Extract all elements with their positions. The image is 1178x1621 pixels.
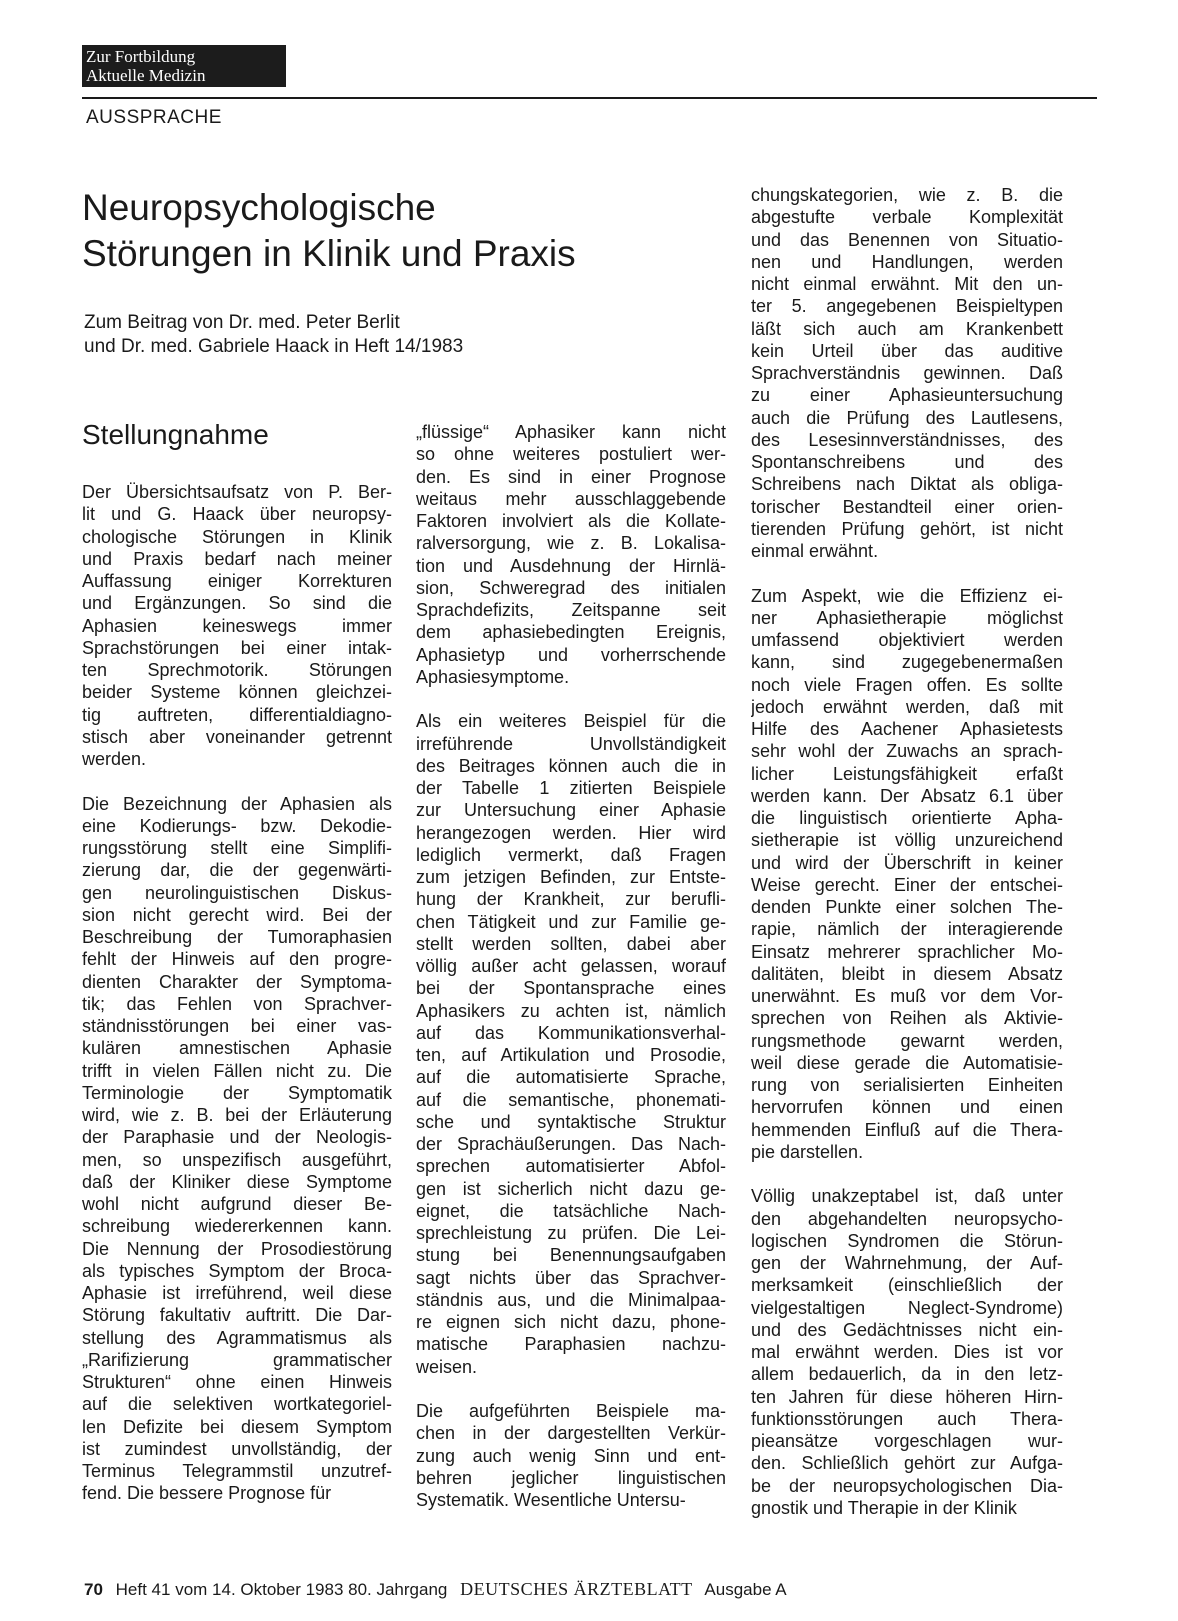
text-line: ralversorgung, wie z. B. Lokalisa-	[416, 533, 726, 554]
text-line: stung bei Benennungsaufgaben	[416, 1245, 726, 1266]
text-line: und Praxis bedarf nach meiner	[82, 548, 392, 569]
text-line: auf das Kommunikationsverhal-	[416, 1022, 726, 1043]
text-line: sprechleistung zu prüfen. Die Lei-	[416, 1223, 726, 1243]
text-line: gen neurolinguistischen Diskus-	[82, 882, 392, 903]
text-line: ständnisstörungen bei einer vas-	[82, 1016, 392, 1036]
text-line: zur Untersuchung einer Aphasie	[416, 800, 726, 821]
text-line: hung der Krankheit, zur berufli-	[416, 889, 726, 910]
text-line: chen Tätigkeit und zur Familie ge-	[416, 911, 726, 932]
text-line: irreführende Unvollständigkeit	[416, 733, 726, 754]
magazine-name: DEUTSCHES ÄRZTEBLATT	[460, 1579, 693, 1599]
text-line: rungsstörung stellt eine Simplifi-	[82, 838, 392, 858]
badge-line: Aktuelle Medizin	[86, 66, 206, 85]
text-line: wird, wie z. B. bei der Erläuterung	[82, 1105, 392, 1125]
text-line: Aphasien keineswegs immer	[82, 615, 392, 636]
text-line: chologische Störungen in Klinik	[82, 526, 392, 547]
text-line: rapie, nämlich der interagierende	[751, 919, 1063, 940]
text-line: kann, sind zugegebenermaßen	[751, 652, 1063, 673]
text-line: ständnis aus, und die Minimalpaa-	[416, 1289, 726, 1310]
text-line: ner Aphasietherapie möglichst	[751, 607, 1063, 628]
badge-line: Zur Fortbildung	[86, 47, 196, 66]
text-line: licher Leistungsfähigkeit erfaßt	[751, 763, 1063, 784]
text-line: daß der Kliniker diese Symptome	[82, 1171, 392, 1192]
text-line: Hilfe des Aachener Aphasietests	[751, 719, 1063, 739]
text-line: Zum Aspekt, wie die Effizienz ei-	[751, 585, 1063, 606]
text-line: als typisches Symptom der Broca-	[82, 1260, 392, 1281]
text-line: stellung des Agrammatismus als	[82, 1327, 392, 1348]
text-line: tion und Ausdehnung der Hirnlä-	[416, 555, 726, 576]
text-line: zu einer Aphasieuntersuchung	[751, 385, 1063, 406]
text-line: des Lesesinnverständnisses, des	[751, 429, 1063, 450]
text-line: hemmenden Einfluß auf die Thera-	[751, 1119, 1063, 1140]
paragraph-gap	[751, 562, 1063, 584]
text-column-1	[82, 481, 392, 1505]
text-line: ten Sprechmotorik. Störungen	[82, 660, 392, 680]
text-line: auf die semantische, phonemati-	[416, 1089, 726, 1110]
text-line: Spontanschreibens und des	[751, 452, 1063, 472]
paragraph	[751, 585, 1063, 1164]
text-line: auch die Prüfung des Lautlesens,	[751, 407, 1063, 428]
text-line: tig auftreten, differentialdiagno-	[82, 704, 392, 725]
paragraph	[416, 1400, 726, 1511]
text-line: Die aufgeführten Beispiele ma-	[416, 1401, 726, 1421]
text-line: auf die selektiven wortkategoriel-	[82, 1394, 392, 1415]
text-column-3	[751, 184, 1063, 1519]
text-line: gnostik und Therapie in der Klinik	[751, 1497, 1017, 1518]
text-line: eignet, die tatsächliche Nach-	[416, 1200, 726, 1221]
text-line: dienten Charakter der Symptoma-	[82, 971, 392, 992]
text-line: merksamkeit (einschließlich der	[751, 1275, 1063, 1296]
rubric-label: AUSSPRACHE	[86, 107, 222, 128]
text-line: der Sprachäußerungen. Das Nach-	[416, 1134, 726, 1154]
text-line: so ohne weiteres postuliert wer-	[416, 444, 726, 465]
text-line: sion, Schweregrad des initialen	[416, 577, 726, 598]
text-line: Sprachstörungen bei einer intak-	[82, 637, 392, 658]
text-line: den. Schließlich gehört zur Aufga-	[751, 1453, 1063, 1474]
text-line: fehlt der Hinweis auf den progre-	[82, 949, 392, 970]
text-line: umfassend objektiviert werden	[751, 630, 1063, 650]
paragraph	[416, 710, 726, 1378]
text-line: dem aphasiebedingten Ereignis,	[416, 622, 726, 643]
text-line: gen der Wahrnehmung, der Auf-	[751, 1253, 1063, 1273]
text-line: weil diese gerade die Automatisie-	[751, 1052, 1063, 1073]
text-line: lediglich vermerkt, daß Fragen	[416, 844, 726, 865]
text-line: rungsmethode gewarnt werden,	[751, 1030, 1063, 1051]
text-line: tik; das Fehlen von Sprachver-	[82, 993, 392, 1014]
text-line: und das Benennen von Situatio-	[751, 229, 1063, 250]
text-line: sche und syntaktische Struktur	[416, 1111, 726, 1132]
text-line: abgestufte verbale Komplexität	[751, 207, 1063, 228]
text-line: Sprachdefizits, Zeitspanne seit	[416, 600, 726, 620]
text-line: einmal erwähnt.	[751, 541, 879, 561]
text-line: jedoch erwähnt werden, daß mit	[751, 696, 1063, 717]
text-line: chen in der dargestellten Verkür-	[416, 1423, 726, 1444]
text-line: gen ist sicherlich nicht dazu ge-	[416, 1178, 726, 1199]
text-line: allem bedauerlich, da in den letz-	[751, 1364, 1063, 1385]
text-line: Beschreibung der Tumoraphasien	[82, 927, 392, 947]
text-line: vielgestaltigen Neglect-Syndrome)	[751, 1297, 1063, 1318]
text-line: Völlig unakzeptabel ist, daß unter	[751, 1186, 1063, 1207]
text-line: Störung fakultativ auftritt. Die Dar-	[82, 1305, 392, 1326]
text-line: Terminologie der Symptomatik	[82, 1082, 392, 1103]
text-line: len Defizite bei diesem Symptom	[82, 1416, 392, 1437]
paragraph	[751, 1185, 1063, 1519]
text-line: trifft in vielen Fällen nicht zu. Die	[82, 1060, 392, 1081]
text-column-2	[416, 421, 726, 1511]
section-badge	[82, 45, 286, 87]
text-line: „Rarifizierung grammatischer	[82, 1349, 392, 1370]
header-rule	[82, 97, 1097, 99]
text-line: der Tabelle 1 zitierten Beispiele	[416, 778, 726, 798]
text-line: ist zumindest unvollständig, der	[82, 1438, 392, 1459]
text-line: nicht einmal erwähnt. Mit den un-	[751, 274, 1063, 294]
text-line: be der neuropsychologischen Dia-	[751, 1475, 1063, 1496]
text-line: mal erwähnt werden. Dies ist vor	[751, 1342, 1063, 1362]
page-footer	[84, 1579, 787, 1600]
text-line: kein Urteil über das auditive	[751, 340, 1063, 361]
issue-info: Heft 41 vom 14. Oktober 1983 80. Jahrgang	[115, 1580, 448, 1599]
text-line: sprechen von Reihen als Aktivie-	[751, 1008, 1063, 1029]
text-line: bei der Spontansprache eines	[416, 978, 726, 999]
text-line: sion nicht gerecht wird. Bei der	[82, 904, 392, 925]
text-line: Die Bezeichnung der Aphasien als	[82, 793, 392, 814]
text-line: funktionsstörungen auch Thera-	[751, 1408, 1063, 1429]
text-line: wohl nicht aufgrund dieser Be-	[82, 1194, 392, 1214]
paragraph-gap	[82, 770, 392, 792]
text-line: Schreibens nach Diktat als obliga-	[751, 474, 1063, 495]
text-line: men, so unspezifisch ausgeführt,	[82, 1149, 392, 1170]
text-line: der Paraphasie und der Neologis-	[82, 1127, 392, 1148]
text-line: Aphasietyp und vorherrschende	[416, 644, 726, 665]
text-line: nen und Handlungen, werden	[751, 251, 1063, 272]
text-line: chungskategorien, wie z. B. die	[751, 185, 1063, 205]
subtitle-line: und Dr. med. Gabriele Haack in Heft 14/1983	[84, 336, 464, 357]
paragraph-gap	[751, 1163, 1063, 1185]
text-line: pie darstellen.	[751, 1141, 864, 1162]
text-line: schreibung wiedererkennen kann.	[82, 1216, 392, 1237]
text-line: den abgehandelten neuropsycho-	[751, 1208, 1063, 1229]
text-line: Terminus Telegrammstil unzutref-	[82, 1461, 392, 1481]
text-line: „flüssige“ Aphasiker kann nicht	[416, 422, 726, 442]
text-line: und wird der Überschrift in keiner	[751, 852, 1063, 873]
text-line: behren jeglicher linguistischen	[416, 1467, 726, 1488]
text-line: Aphasie ist irreführend, weil diese	[82, 1283, 392, 1303]
text-line: eine Kodierungs- bzw. Dekodie-	[82, 815, 392, 836]
text-line: völlig außer acht gelassen, worauf	[416, 956, 726, 976]
text-line: werden.	[82, 749, 147, 769]
text-line: und des Gedächtnisses nicht ein-	[751, 1319, 1063, 1340]
text-line: dalitäten, bleibt in diesem Absatz	[751, 963, 1063, 984]
text-line: werden kann. Der Absatz 6.1 über	[751, 785, 1063, 806]
paragraph-gap	[416, 688, 726, 710]
text-line: ter 5. angegebenen Beispieltypen	[751, 296, 1063, 317]
paragraph	[82, 481, 392, 770]
text-line: noch viele Fragen offen. Es sollte	[751, 674, 1063, 695]
text-line: weisen.	[416, 1356, 478, 1377]
paragraph-gap	[416, 1378, 726, 1400]
paragraph	[82, 793, 392, 1505]
text-line: hervorrufen können und einen	[751, 1097, 1063, 1118]
text-line: stellt werden sollten, dabei aber	[416, 933, 726, 954]
text-line: Auffassung einiger Korrekturen	[82, 571, 392, 591]
title-line: Störungen in Klinik und Praxis	[82, 233, 576, 274]
title-line: Neuropsychologische	[82, 187, 436, 228]
text-line: fend. Die bessere Prognose für	[82, 1483, 332, 1504]
page-number: 70	[84, 1580, 103, 1599]
text-line: Als ein weiteres Beispiel für die	[416, 711, 726, 732]
text-line: Die Nennung der Prosodiestörung	[82, 1238, 392, 1259]
edition-label: Ausgabe A	[704, 1580, 787, 1599]
article-title	[82, 185, 576, 277]
text-line: Einsatz mehrerer sprachlicher Mo-	[751, 941, 1063, 962]
text-line: Faktoren involviert als die Kollate-	[416, 511, 726, 531]
text-line: sehr wohl der Zuwachs an sprach-	[751, 741, 1063, 762]
paragraph	[416, 421, 726, 688]
text-line: tierenden Prüfung gehört, ist nicht	[751, 518, 1063, 539]
text-line: Strukturen“ ohne einen Hinweis	[82, 1372, 392, 1392]
section-heading: Stellungnahme	[82, 419, 269, 450]
text-line: ten Jahren für diese höheren Hirn-	[751, 1386, 1063, 1407]
text-line: und Ergänzungen. So sind die	[82, 593, 392, 614]
article-subtitle	[84, 311, 463, 359]
text-line: den. Es sind in einer Prognose	[416, 466, 726, 487]
text-line: Weise gerecht. Einer der entschei-	[751, 874, 1063, 895]
text-line: pieansätze vorgeschlagen wur-	[751, 1431, 1063, 1451]
text-line: beider Systeme können gleichzei-	[82, 682, 392, 703]
text-line: herangezogen werden. Hier wird	[416, 822, 726, 843]
text-line: läßt sich auch am Krankenbett	[751, 318, 1063, 339]
text-line: Systematik. Wesentliche Untersu-	[416, 1490, 686, 1510]
paragraph	[751, 184, 1063, 562]
text-line: Sprachverständnis gewinnen. Daß	[751, 363, 1063, 383]
text-line: Der Übersichtsaufsatz von P. Ber-	[82, 482, 392, 502]
text-line: logischen Syndromen die Störun-	[751, 1230, 1063, 1251]
text-line: sprechen automatisierter Abfol-	[416, 1156, 726, 1177]
text-line: denden Punkte einer solchen The-	[751, 897, 1063, 917]
text-line: zierung dar, die der gegenwärti-	[82, 860, 392, 881]
text-line: Aphasiesymptome.	[416, 666, 570, 687]
text-line: weitaus mehr ausschlaggebende	[416, 488, 726, 509]
text-line: sietherapie ist völlig unzureichend	[751, 830, 1063, 851]
text-line: auf die automatisierte Sprache,	[416, 1067, 726, 1088]
text-line: rung von serialisierten Einheiten	[751, 1075, 1063, 1095]
text-line: Aphasikers zu achten ist, nämlich	[416, 1000, 726, 1021]
text-line: des Beitrages können auch die in	[416, 755, 726, 776]
text-line: zung auch wenig Sinn und ent-	[416, 1445, 726, 1466]
text-line: stisch aber voneinander getrennt	[82, 726, 392, 747]
text-line: kulären amnestischen Aphasie	[82, 1038, 392, 1059]
text-line: zum jetzigen Befinden, zur Entste-	[416, 867, 726, 887]
text-line: torischer Bestandteil einer orien-	[751, 496, 1063, 517]
text-line: unerwähnt. Es muß vor dem Vor-	[751, 986, 1063, 1006]
text-line: die linguistisch orientierte Apha-	[751, 808, 1063, 828]
text-line: matische Paraphasien nachzu-	[416, 1334, 726, 1355]
subtitle-line: Zum Beitrag von Dr. med. Peter Berlit	[84, 312, 400, 333]
text-line: re eignen sich nicht dazu, phone-	[416, 1312, 726, 1332]
text-line: sagt nichts über das Sprachver-	[416, 1267, 726, 1288]
text-line: lit und G. Haack über neuropsy-	[82, 504, 392, 525]
text-line: ten, auf Artikulation und Prosodie,	[416, 1045, 726, 1065]
